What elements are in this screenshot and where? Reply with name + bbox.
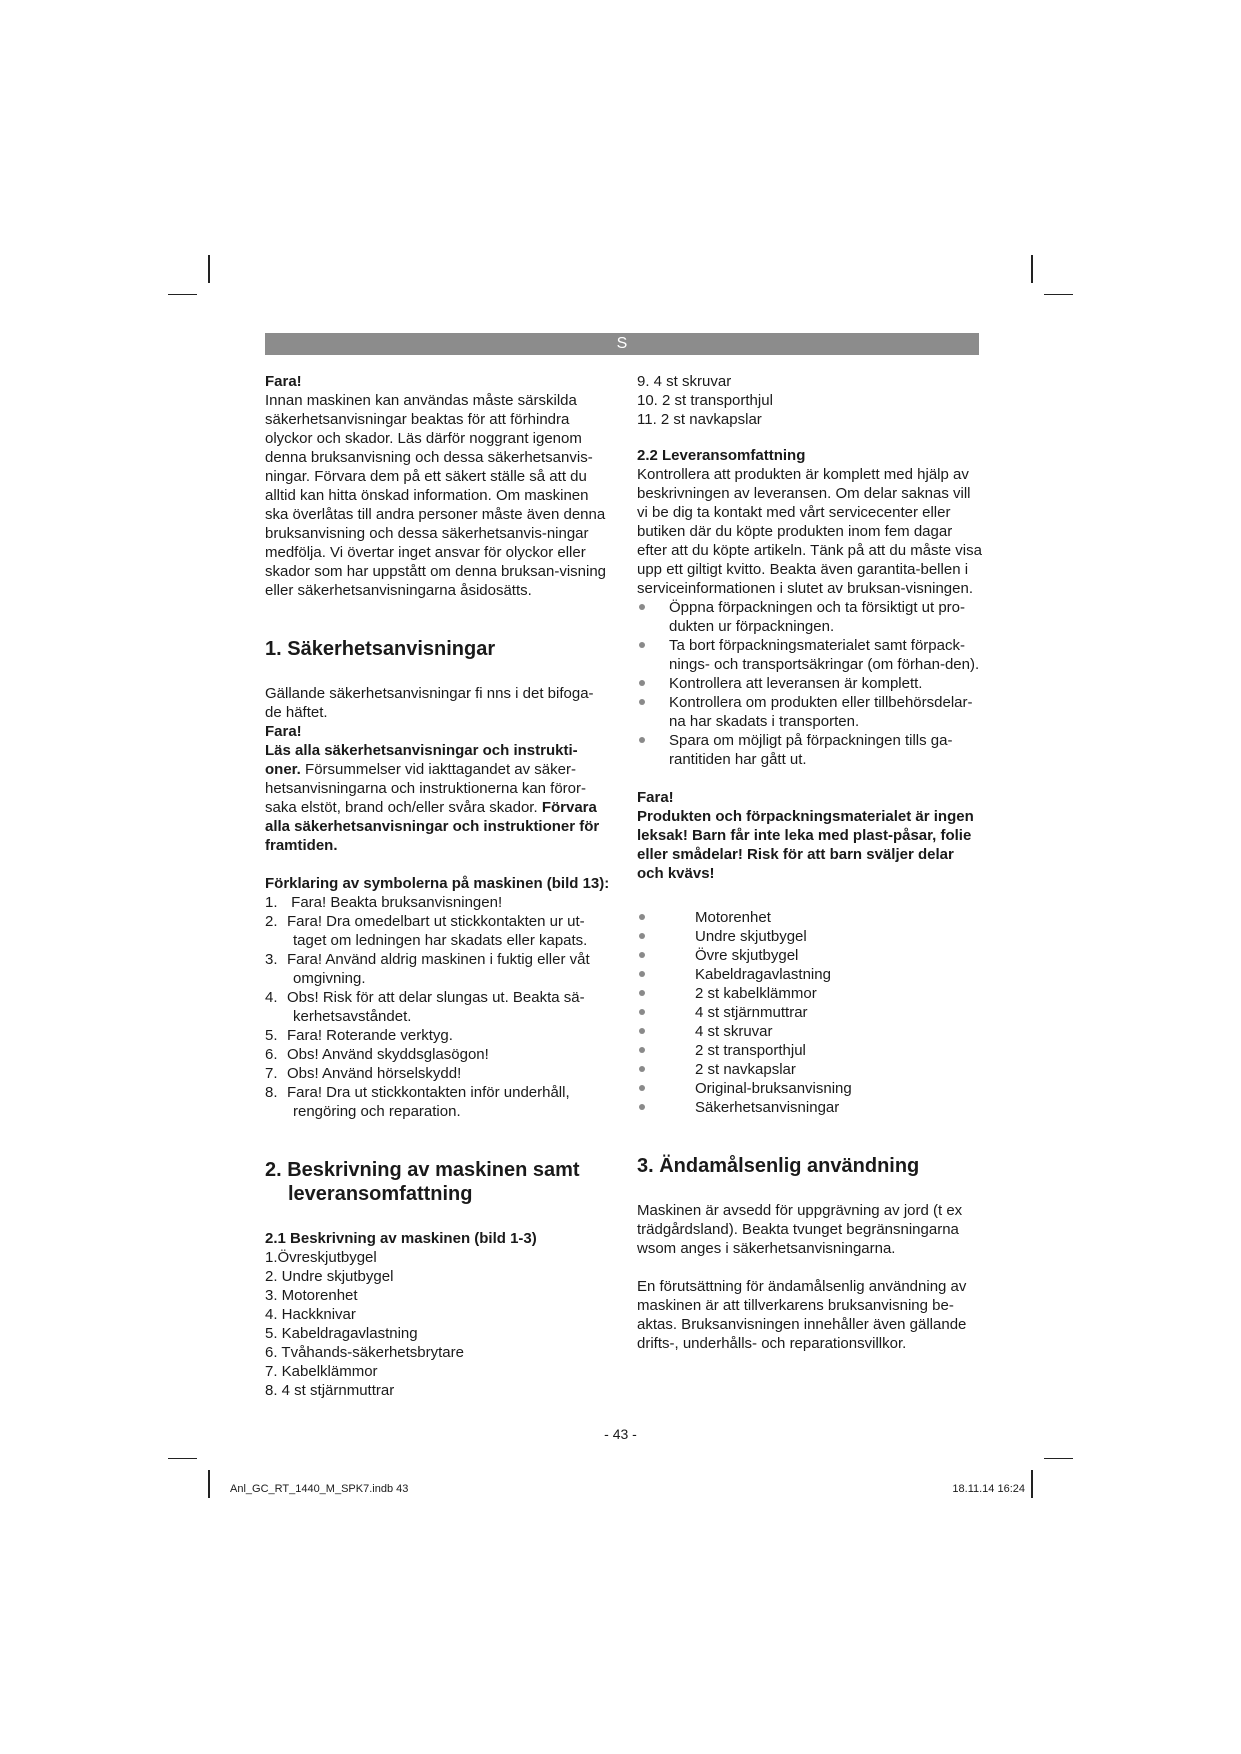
bullet-icon xyxy=(639,642,645,648)
list-text: 2 st navkapslar xyxy=(695,1061,796,1078)
bullet-icon xyxy=(639,604,645,610)
danger-heading: Fara! xyxy=(265,373,302,390)
bullet-icon xyxy=(639,1028,645,1034)
list-text: Öppna förpackningen och ta försiktigt ut pro-dukten ur förpackningen. xyxy=(669,599,966,635)
list-item: 7. Kabelklämmor xyxy=(265,1363,378,1380)
bullet-icon xyxy=(639,1104,645,1110)
delivery-contents-list xyxy=(637,908,982,1117)
list-item: 1.Övreskjutbygel xyxy=(265,1249,377,1266)
bullet-icon xyxy=(639,1009,645,1015)
right-column xyxy=(637,372,982,1353)
language-label: S xyxy=(616,335,628,352)
list-item xyxy=(637,1098,982,1117)
left-column xyxy=(265,372,610,1400)
list-text: 4 st stjärnmuttrar xyxy=(695,1004,808,1021)
list-item xyxy=(637,731,982,769)
list-text: Kabeldragavlastning xyxy=(695,966,831,983)
list-text: Obs! Använd hörselskydd! xyxy=(287,1065,462,1082)
list-text: Kontrollera om produkten eller tillbehörsdelar-na har skadats i transporten. xyxy=(669,694,973,730)
bullet-icon xyxy=(639,1066,645,1072)
child-safety-warning: Produkten och förpackningsmaterialet är ingen leksak! Barn får inte leka med plast-påsar, folie eller smådelar! Risk för att barn sväljer delar och kvävs! xyxy=(637,808,974,882)
machine-parts-list-continued xyxy=(637,372,982,429)
list-item xyxy=(637,1003,982,1022)
symbols-heading: Förklaring av symbolerna på maskinen (bild 13): xyxy=(265,875,610,892)
list-number: 8. xyxy=(265,1084,278,1101)
list-item xyxy=(637,674,982,693)
list-item xyxy=(637,598,982,636)
list-item: 6. Tvåhands-säkerhetsbrytare xyxy=(265,1344,464,1361)
intro-paragraph: Innan maskinen kan användas måste särskilda säkerhetsanvisningar beaktas för att förhindra olyckor och skador. Läs därför noggrant igenom denna bruksanvisning och dessa säkerhetsanvis-ningar. Förvara dem på ett säkert ställe så att du alltid kan hitta önskad information. Om maskinen ska överlåtas till andra personer måste även denna bruksanvisning och dessa säkerhetsanvis-ningar medfölja. Vi övertar inget ansvar för olyckor eller skador som har uppstått om denna bruksan-visning eller säkerhetsanvisningarna åsidosätts. xyxy=(265,392,607,599)
bullet-icon xyxy=(639,971,645,977)
intended-use-paragraph: Maskinen är avsedd för uppgrävning av jord (t ex trädgårdsland). Beakta tvunget begränsningarna wsom anges i säkerhetsanvisningarna. xyxy=(637,1202,963,1257)
bullet-icon xyxy=(639,933,645,939)
bullet-icon xyxy=(639,1047,645,1053)
list-item xyxy=(265,1064,610,1083)
list-number: 4. xyxy=(265,989,278,1006)
list-text: Fara! Beakta bruksanvisningen! xyxy=(287,894,503,911)
danger-heading: Fara! xyxy=(637,789,674,806)
list-text: 4 st skruvar xyxy=(695,1023,773,1040)
list-number: 5. xyxy=(265,1027,278,1044)
symbols-list xyxy=(265,893,610,1121)
list-item xyxy=(637,693,982,731)
list-item xyxy=(637,965,982,984)
warning-bold-start: Läs alla säkerhetsanvisningar och instrukti-oner. xyxy=(265,742,578,778)
section-3-title: 3. Ändamålsenlig användning xyxy=(637,1155,920,1177)
list-item: 4. Hackknivar xyxy=(265,1306,356,1323)
crop-mark xyxy=(1031,255,1033,283)
subsection-2-2-title: 2.2 Leveransomfattning xyxy=(637,447,806,464)
crop-mark xyxy=(208,255,210,283)
list-item xyxy=(637,1060,982,1079)
safety-warning-paragraph xyxy=(265,741,610,855)
list-text: Original-bruksanvisning xyxy=(695,1080,852,1097)
list-text: Motorenhet xyxy=(695,909,771,926)
list-item: 2. Undre skjutbygel xyxy=(265,1268,394,1285)
list-number: 6. xyxy=(265,1046,278,1063)
list-text: 2 st kabelklämmor xyxy=(695,985,817,1002)
intended-use-conditions-paragraph: En förutsättning för ändamålsenlig användning av maskinen är att tillverkarens bruksanvisning be-aktas. Bruksanvisningen innehåller även gällande drifts-, underhålls- och reparationsvillkor. xyxy=(637,1278,967,1352)
page-number: - 43 - xyxy=(604,1426,637,1442)
list-item xyxy=(637,1041,982,1060)
list-item xyxy=(265,988,610,1026)
list-item: 5. Kabeldragavlastning xyxy=(265,1325,418,1342)
subsection-2-1-title: 2.1 Beskrivning av maskinen (bild 1-3) xyxy=(265,1230,537,1247)
section-1-intro: Gällande säkerhetsanvisningar fi nns i det bifoga-de häftet. xyxy=(265,685,594,721)
section-1-title: 1. Säkerhetsanvisningar xyxy=(265,638,496,660)
list-text: Fara! Dra omedelbart ut stickkontakten ur ut-taget om ledningen har skadats eller kapats. xyxy=(287,913,588,949)
list-item xyxy=(265,1083,610,1121)
bullet-icon xyxy=(639,680,645,686)
warning-bold-end: Förvara alla säkerhetsanvisningar och instruktioner för framtiden. xyxy=(265,799,600,854)
list-item xyxy=(265,893,610,912)
list-text: Obs! Använd skyddsglasögon! xyxy=(287,1046,489,1063)
list-number: 2. xyxy=(265,913,278,930)
list-text: Övre skjutbygel xyxy=(695,947,799,964)
list-number: 3. xyxy=(265,951,278,968)
list-item: 3. Motorenhet xyxy=(265,1287,358,1304)
list-item xyxy=(637,908,982,927)
section-2-title-line-1: 2. Beskrivning av maskinen samt xyxy=(265,1159,580,1181)
footer-date-time: 18.11.14 16:24 xyxy=(952,1483,1025,1495)
crop-mark xyxy=(168,294,197,295)
list-item xyxy=(265,912,610,950)
danger-heading: Fara! xyxy=(265,723,302,740)
list-item xyxy=(637,927,982,946)
list-item xyxy=(265,1045,610,1064)
unpacking-steps-list xyxy=(637,598,982,769)
list-text: Undre skjutbygel xyxy=(695,928,807,945)
list-text: Obs! Risk för att delar slungas ut. Beakta sä-kerhetsavståndet. xyxy=(287,989,585,1025)
list-item xyxy=(637,1079,982,1098)
section-2-title xyxy=(265,1158,610,1206)
footer-file-name: Anl_GC_RT_1440_M_SPK7.indb 43 xyxy=(230,1483,409,1495)
list-item: 9. 4 st skruvar xyxy=(637,373,732,390)
crop-mark xyxy=(1031,1470,1033,1498)
list-text: Säkerhetsanvisningar xyxy=(695,1099,840,1116)
list-item: 8. 4 st stjärnmuttrar xyxy=(265,1382,395,1399)
list-item xyxy=(637,1022,982,1041)
list-text: Kontrollera att leveransen är komplett. xyxy=(669,675,923,692)
list-text: Spara om möjligt på förpackningen tills ga-rantitiden har gått ut. xyxy=(669,732,953,768)
delivery-check-paragraph: Kontrollera att produkten är komplett med hjälp av beskrivningen av leveransen. Om delar saknas vill vi be dig ta kontakt med vårt servicecenter eller butiken där du köpte produkten inom fem dagar efter att du köpte artikeln. Tänk på att du måste visa upp ett giltigt kvitto. Beakta även garantita-bellen i serviceinformationen i slutet av bruksan-visningen. xyxy=(637,466,982,597)
list-item: 10. 2 st transporthjul xyxy=(637,392,773,409)
bullet-icon xyxy=(639,699,645,705)
bullet-icon xyxy=(639,952,645,958)
language-header-bar xyxy=(265,333,979,355)
list-text: Fara! Dra ut stickkontakten inför underhåll, rengöring och reparation. xyxy=(287,1084,570,1120)
list-item xyxy=(637,946,982,965)
bullet-icon xyxy=(639,1085,645,1091)
list-text: Fara! Roterande verktyg. xyxy=(287,1027,453,1044)
list-item xyxy=(265,1026,610,1045)
list-item xyxy=(265,950,610,988)
bullet-icon xyxy=(639,990,645,996)
bullet-icon xyxy=(639,737,645,743)
bullet-icon xyxy=(639,914,645,920)
list-number: 7. xyxy=(265,1065,278,1082)
list-text: 2 st transporthjul xyxy=(695,1042,806,1059)
crop-mark xyxy=(208,1470,210,1498)
machine-parts-list xyxy=(265,1248,610,1400)
list-item: 11. 2 st navkapslar xyxy=(637,411,762,428)
list-item xyxy=(637,636,982,674)
list-text: Fara! Använd aldrig maskinen i fuktig eller våt omgivning. xyxy=(287,951,590,987)
crop-mark xyxy=(168,1458,197,1459)
crop-mark xyxy=(1044,294,1073,295)
section-2-title-line-2: leveransomfattning xyxy=(288,1183,473,1205)
warning-text: Försummelser vid iakttagandet av säker-hetsanvisningarna och instruktionerna kan föror-saka elstöt, brand och/eller svåra skador. xyxy=(265,761,587,816)
list-text: Ta bort förpackningsmaterialet samt förpack-nings- och transportsäkringar (om förhan-den). xyxy=(669,637,980,673)
list-item xyxy=(637,984,982,1003)
list-number: 1. xyxy=(265,894,278,911)
crop-mark xyxy=(1044,1458,1073,1459)
